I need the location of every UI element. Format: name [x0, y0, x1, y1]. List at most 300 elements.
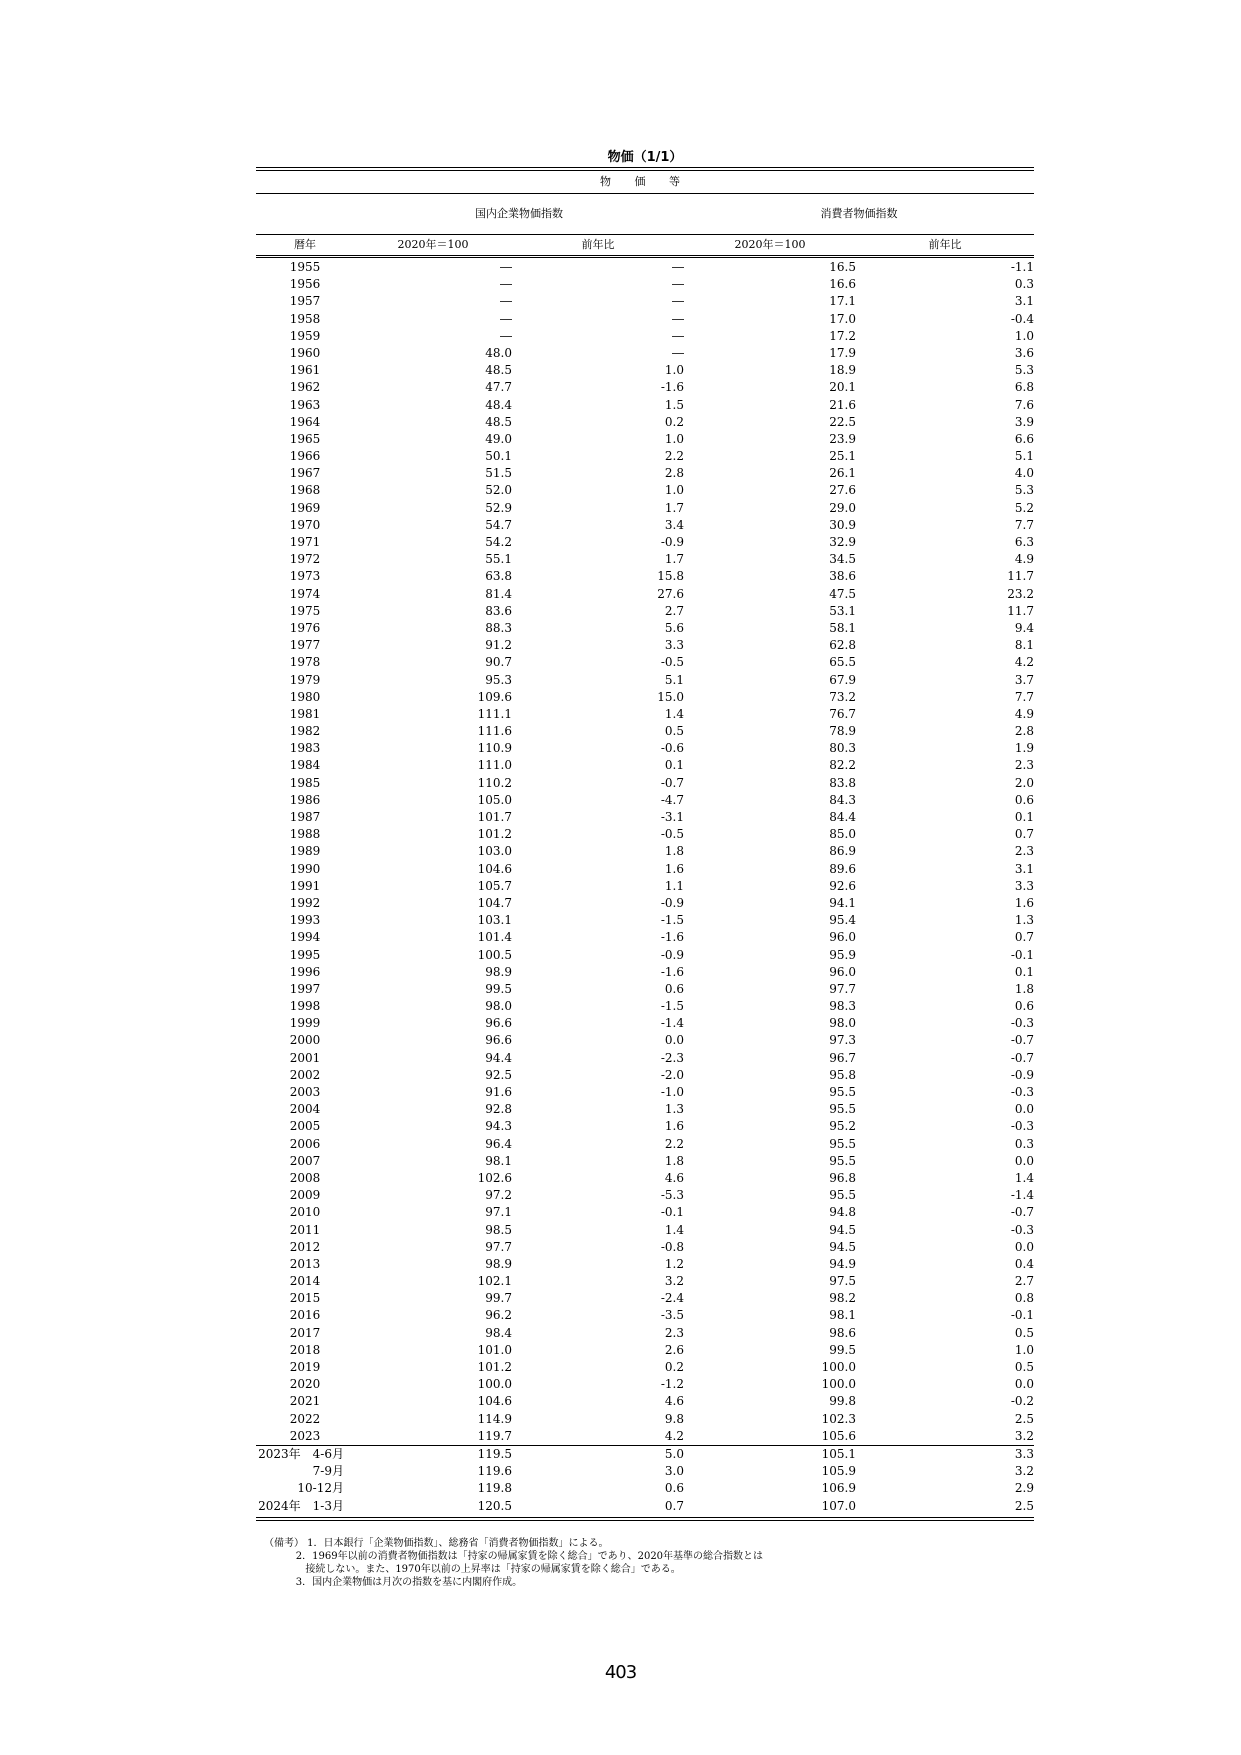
cell-cgpi-yoy: 1.8 [664, 1153, 684, 1168]
cell-cgpi-yoy: 1.0 [664, 483, 684, 498]
cell-year: 1995 [289, 947, 321, 962]
cell-cpi-index: 95.4 [829, 913, 856, 928]
cell-year: 1962 [289, 380, 321, 395]
cell-year: 1982 [289, 724, 321, 739]
cell-cpi-yoy: 3.7 [1014, 672, 1034, 687]
cell-cpi-index: 94.5 [829, 1239, 856, 1254]
table-row [256, 465, 1034, 482]
cell-cgpi-index: 104.6 [477, 1394, 512, 1409]
cell-cpi-yoy: 1.4 [1014, 1170, 1034, 1185]
cell-cpi-yoy: 3.1 [1014, 861, 1034, 876]
cell-cgpi-index: 97.7 [485, 1239, 512, 1254]
cell-cpi-index: 22.5 [829, 414, 856, 429]
cell-year: 2023 [289, 1428, 321, 1443]
cell-cgpi-index: 114.9 [477, 1411, 512, 1426]
cell-cgpi-index: 92.5 [485, 1067, 512, 1082]
cell-cgpi-yoy: -3.1 [660, 810, 684, 824]
table-row [256, 293, 1034, 310]
table-row [256, 1307, 1034, 1324]
cell-cpi-yoy: -0.4 [1010, 311, 1034, 326]
cell-cgpi-yoy: ― [672, 294, 684, 309]
cell-cgpi-yoy: -0.7 [660, 775, 684, 790]
cell-cpi-index: 20.1 [829, 380, 856, 395]
cell-cgpi-index: 96.6 [485, 1016, 512, 1031]
cell-cgpi-index: 99.7 [485, 1291, 512, 1306]
cell-cgpi-index: 92.8 [485, 1102, 512, 1117]
cell-cpi-yoy: 0.7 [1014, 827, 1034, 842]
cell-year: 1988 [289, 827, 321, 842]
col-year: 暦年 [294, 238, 316, 251]
cell-cgpi-index: 101.7 [477, 810, 512, 824]
cell-cgpi-index: 111.0 [477, 758, 512, 773]
cell-year: 1970 [289, 517, 321, 532]
cell-year: 1984 [289, 758, 321, 773]
cell-year: 1978 [289, 655, 321, 670]
cell-cpi-yoy: -0.9 [1010, 1067, 1034, 1082]
cell-cpi-index: 16.6 [829, 277, 856, 292]
cell-cgpi-index: 101.2 [477, 827, 512, 842]
table-row [256, 568, 1034, 585]
cell-cpi-yoy: -0.3 [1010, 1016, 1034, 1031]
cell-cpi-yoy: 0.3 [1014, 1136, 1034, 1151]
table-row [256, 1136, 1034, 1153]
cell-cgpi-index: 104.6 [477, 861, 512, 876]
cell-cpi-index: 25.1 [829, 449, 856, 464]
cell-cgpi-yoy: 3.4 [664, 517, 684, 532]
cell-cpi-index: 99.5 [829, 1342, 856, 1357]
table-row [256, 551, 1034, 568]
cell-cpi-yoy: 5.1 [1014, 449, 1034, 464]
table-row [256, 482, 1034, 499]
cell-year: 1979 [289, 672, 321, 687]
cell-cgpi-index: 103.0 [477, 844, 512, 859]
cell-cgpi-index: 63.8 [485, 569, 512, 584]
cell-cpi-yoy: 23.2 [1007, 586, 1034, 601]
table-row [256, 1239, 1034, 1256]
cell-year: 2001 [289, 1050, 321, 1065]
cell-cgpi-index: 91.2 [485, 638, 512, 653]
cell-cpi-yoy: 3.6 [1014, 345, 1034, 360]
cell-cgpi-index: 103.1 [477, 913, 512, 928]
note-line: （備考） 1．日本銀行「企業物価指数」、総務省「消費者物価指数」による。 [264, 1538, 609, 1549]
cell-cgpi-yoy: 1.1 [664, 878, 684, 893]
cell-year: 2010 [289, 1205, 321, 1220]
cell-cpi-yoy: 6.8 [1014, 380, 1034, 395]
cell-cpi-yoy: 1.0 [1014, 1342, 1034, 1357]
table-row [256, 1290, 1034, 1307]
table-row [256, 1256, 1034, 1273]
table-row [256, 1170, 1034, 1187]
cell-cpi-index: 99.8 [829, 1394, 856, 1409]
cell-cpi-yoy: 5.2 [1014, 500, 1034, 515]
cell-cpi-index: 107.0 [821, 1498, 856, 1513]
cell-cgpi-yoy: -0.5 [660, 655, 684, 670]
cell-cpi-yoy: 0.5 [1014, 1360, 1034, 1374]
cell-year: 1997 [289, 981, 321, 996]
cell-year: 2008 [289, 1170, 321, 1185]
cell-year: 1998 [289, 999, 321, 1014]
cell-year: 2015 [289, 1291, 321, 1306]
cell-cgpi-yoy: 5.6 [664, 620, 684, 635]
cell-cpi-index: 73.2 [829, 689, 856, 704]
cell-cpi-yoy: -0.1 [1010, 1308, 1034, 1323]
cell-cpi-yoy: -1.4 [1010, 1188, 1034, 1203]
cell-year: 2017 [289, 1325, 321, 1340]
cell-year: 2022 [289, 1411, 321, 1426]
cell-cpi-index: 16.5 [829, 260, 856, 274]
cell-year: 1989 [289, 844, 321, 859]
cell-cgpi-index: 49.0 [485, 431, 512, 446]
cell-year: 1994 [289, 930, 321, 945]
cell-cpi-index: 96.7 [829, 1050, 856, 1065]
cell-cgpi-index: 81.4 [485, 586, 512, 601]
cell-cpi-yoy: 3.1 [1014, 294, 1034, 309]
table-row [256, 1411, 1034, 1428]
table-row [256, 861, 1034, 878]
table-row [256, 620, 1034, 637]
cell-cpi-yoy: 2.0 [1014, 775, 1034, 790]
cell-cpi-yoy: -0.1 [1010, 947, 1034, 962]
cell-cpi-index: 78.9 [829, 724, 856, 739]
cell-cgpi-index: 48.5 [485, 363, 512, 378]
cell-cgpi-yoy: 0.7 [664, 1498, 684, 1513]
cell-cgpi-yoy: 1.0 [664, 431, 684, 446]
cell-cpi-yoy: 1.3 [1014, 913, 1034, 928]
cell-cgpi-yoy: 1.6 [664, 1119, 684, 1134]
cell-year: 2005 [289, 1119, 321, 1134]
cell-cgpi-index: 91.6 [485, 1085, 512, 1099]
cell-cpi-index: 96.8 [829, 1170, 856, 1185]
cell-cpi-yoy: 1.9 [1014, 741, 1034, 756]
cell-cgpi-yoy: -0.9 [660, 947, 684, 962]
table-row [256, 276, 1034, 293]
cell-year: 1961 [289, 363, 321, 378]
cell-cpi-yoy: 9.4 [1014, 620, 1034, 635]
cell-cgpi-yoy: 0.1 [664, 758, 684, 773]
cell-cpi-yoy: 6.3 [1014, 535, 1034, 549]
cell-cpi-yoy: 2.8 [1014, 724, 1034, 739]
cell-cgpi-yoy: -0.5 [660, 827, 684, 842]
cell-cgpi-index: 98.9 [485, 964, 512, 979]
cell-cgpi-index: 98.1 [485, 1153, 512, 1168]
cell-cgpi-index: 109.6 [477, 689, 512, 704]
cell-cgpi-yoy: -1.2 [660, 1377, 684, 1392]
cell-cpi-index: 100.0 [821, 1377, 856, 1392]
cell-year: 1956 [289, 277, 321, 292]
cell-cpi-yoy: 0.6 [1014, 792, 1034, 807]
table-row [256, 998, 1034, 1015]
cell-cgpi-index: 54.2 [485, 535, 512, 549]
cell-cgpi-index: 98.9 [485, 1256, 512, 1271]
table-row [256, 826, 1034, 843]
cell-cgpi-yoy: 0.6 [664, 981, 684, 996]
cell-cgpi-yoy: 0.5 [664, 724, 684, 739]
cell-cpi-yoy: 6.6 [1014, 431, 1034, 446]
cell-year: 1991 [289, 878, 321, 893]
table-row [256, 1032, 1034, 1049]
cell-cpi-yoy: 11.7 [1007, 569, 1034, 584]
cell-cpi-yoy: 0.0 [1014, 1153, 1034, 1168]
table-row [256, 1153, 1034, 1170]
cell-year: 1973 [289, 569, 321, 584]
cell-cpi-yoy: -0.3 [1010, 1119, 1034, 1134]
cell-cpi-yoy: 3.3 [1014, 878, 1034, 893]
cell-cpi-index: 21.6 [829, 397, 856, 412]
cell-year: 2000 [289, 1033, 321, 1048]
cell-cgpi-yoy: ― [672, 277, 684, 292]
cell-cgpi-index: 104.7 [477, 895, 512, 910]
cell-cpi-index: 98.3 [829, 999, 856, 1014]
cell-cpi-index: 98.1 [829, 1308, 856, 1323]
cell-cgpi-index: 94.3 [485, 1119, 512, 1134]
note-line: 2．1969年以前の消費者物価指数は「持家の帰属家賃を除く総合」であり、2020年基準の総合指数とは [264, 1551, 764, 1562]
table-row [256, 1498, 1034, 1515]
table-row [256, 775, 1034, 792]
cell-cgpi-index: 97.1 [485, 1205, 512, 1220]
col-cgpi-yoy: 前年比 [581, 238, 615, 251]
cell-cpi-index: 94.8 [829, 1205, 856, 1220]
cell-cgpi-yoy: -0.1 [660, 1205, 684, 1220]
cell-cgpi-index: 120.5 [477, 1498, 512, 1513]
cell-cpi-yoy: -0.7 [1010, 1205, 1034, 1220]
cell-cpi-index: 47.5 [829, 586, 856, 601]
cell-cpi-index: 106.9 [821, 1481, 856, 1496]
table-row [256, 1446, 1034, 1463]
cell-cpi-index: 100.0 [821, 1360, 856, 1374]
cell-cgpi-yoy: 15.8 [657, 569, 684, 584]
cell-year: 1964 [289, 414, 321, 429]
cell-cgpi-index: 101.0 [477, 1342, 512, 1357]
cell-cgpi-yoy: 0.0 [664, 1033, 684, 1048]
cell-year: 2004 [289, 1102, 321, 1117]
cell-cgpi-yoy: 2.7 [664, 603, 684, 618]
cell-cpi-index: 76.7 [829, 706, 856, 721]
cell-cgpi-index: 94.4 [485, 1050, 512, 1065]
cell-cpi-yoy: 4.9 [1014, 706, 1034, 721]
cell-cgpi-yoy: 3.0 [664, 1464, 684, 1479]
table-row [256, 259, 1034, 276]
cell-cgpi-yoy: 2.6 [664, 1342, 684, 1357]
cell-cpi-index: 65.5 [829, 655, 856, 670]
cell-cgpi-index: ― [500, 277, 512, 292]
table-row [256, 1428, 1034, 1445]
table-row [256, 448, 1034, 465]
cell-cpi-index: 29.0 [829, 500, 856, 515]
table-row [256, 1480, 1034, 1497]
cell-cpi-index: 62.8 [829, 638, 856, 653]
cell-year: 1996 [289, 964, 321, 979]
cell-year: 1955 [289, 260, 321, 274]
cell-cgpi-yoy: 3.2 [664, 1274, 684, 1289]
cell-cgpi-yoy: -5.3 [660, 1188, 684, 1203]
table-row [256, 1187, 1034, 1204]
cell-cgpi-yoy: 1.4 [664, 706, 684, 721]
cell-cpi-yoy: 8.1 [1014, 638, 1034, 653]
table-title: 物価（1/1） [607, 150, 683, 165]
cell-cgpi-index: 119.7 [477, 1428, 512, 1443]
cell-cgpi-index: 100.0 [477, 1377, 512, 1392]
cell-cpi-yoy: 7.7 [1014, 517, 1034, 532]
cell-cpi-index: 38.6 [829, 569, 856, 584]
table-row [256, 534, 1034, 551]
table-row [256, 1359, 1034, 1376]
table-row [256, 809, 1034, 826]
cell-cpi-yoy: 4.2 [1014, 655, 1034, 670]
cell-cgpi-yoy: 0.2 [664, 1360, 684, 1374]
cell-year: 1959 [289, 328, 321, 343]
table-row [256, 1376, 1034, 1393]
table-row [256, 792, 1034, 809]
cell-cpi-index: 105.6 [821, 1428, 856, 1443]
cell-cgpi-index: 100.5 [477, 947, 512, 962]
cell-cgpi-index: 48.4 [485, 397, 512, 412]
cell-cpi-yoy: 2.5 [1014, 1411, 1034, 1426]
cell-cpi-index: 95.9 [829, 947, 856, 962]
col-cpi-yoy: 前年比 [928, 238, 962, 251]
cell-cgpi-yoy: -3.5 [660, 1308, 684, 1323]
cell-cgpi-yoy: 1.0 [664, 363, 684, 378]
cell-cgpi-index: 96.6 [485, 1033, 512, 1048]
table-row [256, 397, 1034, 414]
cell-year: 1965 [289, 431, 321, 446]
cell-cgpi-yoy: -0.9 [660, 535, 684, 549]
cell-cgpi-index: 95.3 [485, 672, 512, 687]
left-group-label: 国内企業物価指数 [475, 207, 563, 220]
cell-cpi-index: 34.5 [829, 552, 856, 567]
cell-cpi-yoy: 2.3 [1014, 758, 1034, 773]
cell-cpi-index: 18.9 [829, 363, 856, 378]
cell-year: 1986 [289, 792, 321, 807]
cell-year: 7-9月 [312, 1464, 344, 1479]
cell-year: 1974 [289, 586, 321, 601]
cell-cgpi-index: 102.1 [477, 1274, 512, 1289]
cell-cpi-index: 105.9 [821, 1464, 856, 1479]
cell-year: 1967 [289, 466, 321, 481]
cell-cgpi-index: 52.9 [485, 500, 512, 515]
cell-cpi-index: 95.2 [829, 1119, 856, 1134]
cell-year: 1983 [289, 741, 321, 756]
table-row [256, 843, 1034, 860]
cell-cpi-yoy: -0.3 [1010, 1222, 1034, 1237]
cell-cpi-index: 98.6 [829, 1325, 856, 1340]
cell-cpi-index: 53.1 [829, 603, 856, 618]
cell-cgpi-index: 52.0 [485, 483, 512, 498]
cell-cgpi-index: ― [500, 260, 512, 274]
table-row [256, 362, 1034, 379]
cell-cgpi-index: 101.2 [477, 1360, 512, 1374]
table-row [256, 654, 1034, 671]
cell-cpi-index: 17.2 [829, 328, 856, 343]
cell-cpi-index: 105.1 [821, 1446, 856, 1461]
cell-year: 2020 [289, 1377, 321, 1392]
cell-cgpi-yoy: 3.3 [664, 638, 684, 653]
cell-cgpi-index: 98.0 [485, 999, 512, 1014]
cell-year: 1993 [289, 913, 321, 928]
cell-cgpi-yoy: -0.6 [660, 741, 684, 756]
notes [264, 1537, 763, 1589]
cell-cpi-index: 97.5 [829, 1274, 856, 1289]
cell-cpi-index: 97.7 [829, 981, 856, 996]
cell-cpi-yoy: -0.7 [1010, 1033, 1034, 1048]
cell-year: 1972 [289, 552, 321, 567]
cell-cgpi-index: 88.3 [485, 620, 512, 635]
table-row [256, 740, 1034, 757]
cell-cgpi-yoy: -1.4 [660, 1016, 684, 1031]
cell-cgpi-index: 111.1 [477, 706, 512, 721]
cell-cgpi-index: 105.7 [477, 878, 512, 893]
cell-cpi-yoy: 0.6 [1014, 999, 1034, 1014]
table-row [256, 757, 1034, 774]
group-label: 物 価 等 [600, 175, 690, 188]
cell-cpi-yoy: 0.0 [1014, 1239, 1034, 1254]
cell-cpi-index: 30.9 [829, 517, 856, 532]
cell-cgpi-yoy: 4.2 [664, 1428, 684, 1443]
cell-cpi-index: 96.0 [829, 930, 856, 945]
cell-cgpi-yoy: -0.9 [660, 895, 684, 910]
cell-cpi-yoy: 1.8 [1014, 981, 1034, 996]
table-row [256, 1067, 1034, 1084]
cell-year: 1977 [289, 638, 321, 653]
table-row [256, 414, 1034, 431]
cell-cpi-yoy: 5.3 [1014, 483, 1034, 498]
cell-cpi-index: 80.3 [829, 741, 856, 756]
table-row [256, 1204, 1034, 1221]
table-row [256, 912, 1034, 929]
cell-cpi-yoy: 7.6 [1014, 397, 1034, 412]
cell-cgpi-yoy: 0.6 [664, 1481, 684, 1496]
cell-cgpi-index: 99.5 [485, 981, 512, 996]
cell-cgpi-index: 51.5 [485, 466, 512, 481]
cell-year: 2024年 1-3月 [258, 1498, 344, 1513]
cell-cgpi-yoy: 1.7 [664, 500, 684, 515]
cell-cgpi-index: 105.0 [477, 792, 512, 807]
cell-cpi-index: 97.3 [829, 1033, 856, 1048]
cell-cgpi-index: 47.7 [485, 380, 512, 395]
cell-cgpi-yoy: -2.3 [660, 1050, 684, 1065]
table-row [256, 878, 1034, 895]
cell-cpi-yoy: 3.2 [1014, 1428, 1034, 1443]
cell-year: 1976 [289, 620, 321, 635]
cell-cgpi-yoy: -1.5 [660, 913, 684, 928]
cell-year: 1999 [289, 1016, 321, 1031]
cell-cpi-yoy: 2.3 [1014, 844, 1034, 859]
cell-year: 2018 [289, 1342, 321, 1357]
table-row [256, 947, 1034, 964]
cell-cpi-yoy: 3.9 [1014, 414, 1034, 429]
cell-cgpi-yoy: 5.1 [664, 672, 684, 687]
cell-year: 2012 [289, 1239, 321, 1254]
cell-cpi-yoy: 4.0 [1014, 466, 1034, 481]
cell-cpi-index: 26.1 [829, 466, 856, 481]
cell-cpi-yoy: 0.3 [1014, 277, 1034, 292]
table-row [256, 1118, 1034, 1135]
cell-year: 1980 [289, 689, 321, 704]
cell-cpi-yoy: -0.3 [1010, 1085, 1034, 1099]
cell-cpi-yoy: -0.7 [1010, 1050, 1034, 1065]
page-number: 403 [604, 1662, 637, 1683]
subheader-row [256, 194, 1034, 234]
cell-cpi-yoy: -0.2 [1010, 1394, 1034, 1409]
cell-year: 1985 [289, 775, 321, 790]
cell-cgpi-yoy: -1.6 [660, 964, 684, 979]
cell-cpi-index: 58.1 [829, 620, 856, 635]
cell-cpi-index: 84.4 [829, 810, 856, 824]
cell-cpi-yoy: 5.3 [1014, 363, 1034, 378]
cell-cpi-yoy: 1.6 [1014, 895, 1034, 910]
cell-year: 2003 [289, 1085, 321, 1099]
table-row [256, 431, 1034, 448]
cell-year: 2006 [289, 1136, 321, 1151]
